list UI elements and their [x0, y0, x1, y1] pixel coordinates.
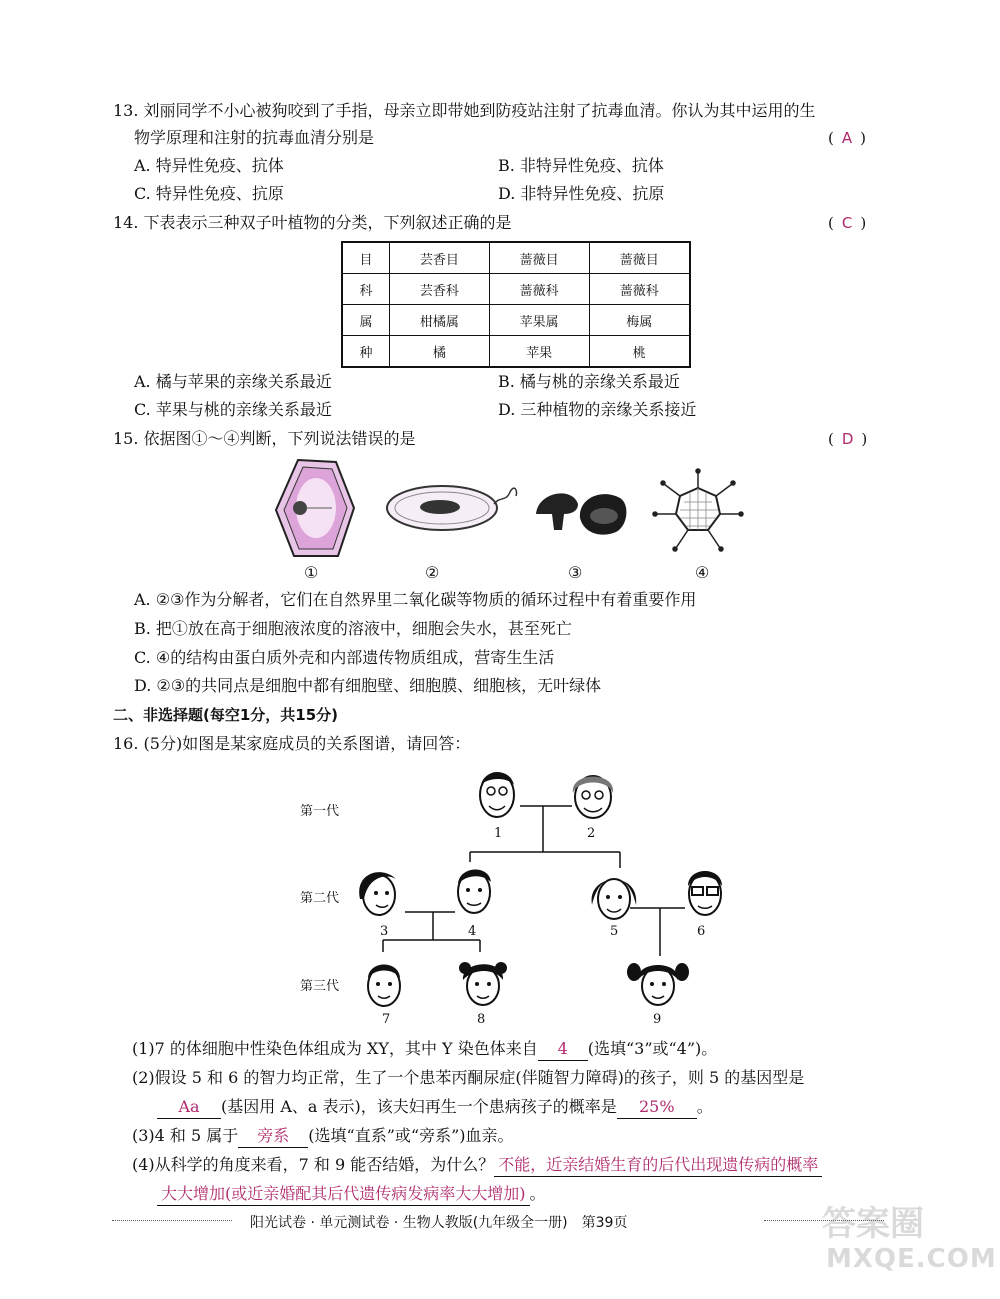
q13-answer: A	[841, 129, 855, 147]
mushroom-figure	[532, 478, 632, 548]
person-7-avatar	[359, 952, 409, 1012]
person-1-avatar	[472, 765, 522, 823]
member-number-9: 9	[653, 1012, 662, 1027]
table-cell: 科	[342, 274, 390, 305]
q15-stem: 15. 依据图①～④判断，下列说法错误的是	[113, 429, 416, 448]
generation-label-1: 第一代	[300, 804, 340, 819]
q16-part4-answer-line1: 不能，近亲结婚生育的后代出现遗传病的概率	[494, 1154, 822, 1177]
member-number-1: 1	[494, 826, 503, 841]
person-6-avatar	[680, 862, 730, 922]
q14-option-c: C. 苹果与桃的亲缘关系最近	[134, 400, 332, 419]
q14-stem: 14. 下表表示三种双子叶植物的分类，下列叙述正确的是	[113, 213, 512, 232]
q15-answer: D	[841, 430, 856, 448]
q16-part4-text: (4)从科学的角度来看，7 和 9 能否结婚，为什么？	[132, 1155, 495, 1174]
q13-answer-paren: ( A )	[828, 129, 868, 147]
person-2-avatar	[566, 765, 620, 823]
q14-answer: C	[841, 214, 855, 232]
table-cell: 苹果	[489, 336, 589, 368]
table-cell: 桃	[589, 336, 690, 368]
person-5-avatar	[586, 865, 642, 925]
member-number-2: 2	[587, 826, 596, 841]
q16-stem: 16. (5分)如图是某家庭成员的关系图谱，请回答：	[113, 734, 471, 753]
member-number-4: 4	[468, 924, 477, 939]
q16-part2-line1: (2)假设 5 和 6 的智力均正常，生了一个患苯丙酮尿症(伴随智力障碍)的孩子，则 5 的基因型是	[132, 1068, 805, 1087]
q16-part1-answer: 4	[538, 1038, 588, 1061]
q14-option-d: D. 三种植物的亲缘关系接近	[498, 400, 697, 419]
q14-option-a: A. 橘与苹果的亲缘关系最近	[134, 372, 332, 391]
q16-part3-suffix: (选填“直系”或“旁系”)血亲。	[308, 1126, 514, 1145]
table-cell: 种	[342, 336, 390, 368]
bacterium-figure	[380, 478, 520, 538]
q16-part2-line2	[157, 1096, 713, 1119]
q13-stem-line2: 物学原理和注射的抗毒血清分别是	[134, 128, 375, 147]
person-9-avatar	[626, 950, 690, 1012]
q16-part4-line1	[132, 1154, 822, 1177]
member-number-3: 3	[380, 924, 389, 939]
table-cell: 蔷薇科	[589, 274, 690, 305]
table-cell: 梅属	[589, 305, 690, 336]
member-number-8: 8	[477, 1012, 486, 1027]
member-number-6: 6	[697, 924, 706, 939]
q16-part3	[132, 1125, 514, 1148]
q15-answer-paren: ( D )	[828, 430, 870, 448]
virus-figure	[648, 466, 748, 556]
q16-part4-answer-line2: 大大增加(或近亲婚配其后代遗传病发病率大大增加)	[157, 1183, 530, 1206]
q13-option-b: B. 非特异性免疫、抗体	[498, 156, 664, 175]
table-cell: 蔷薇科	[489, 274, 589, 305]
member-number-5: 5	[610, 924, 619, 939]
q16-part2-answer-probability: 25%	[617, 1096, 697, 1119]
table-cell: 目	[342, 242, 390, 274]
q16-part1-text: (1)7 的体细胞中性染色体组成为 XY，其中 Y 染色体来自	[132, 1039, 538, 1058]
q16-part3-text: (3)4 和 5 属于	[132, 1126, 239, 1145]
table-cell: 蔷薇目	[489, 242, 589, 274]
q15-option-a: A. ②③作为分解者，它们在自然界里二氧化碳等物质的循环过程中有着重要作用	[134, 590, 697, 609]
plant-cell-figure	[270, 456, 360, 561]
q16-part1-suffix: (选填“3”或“4”)。	[587, 1039, 718, 1058]
q13-stem-line1: 13. 刘丽同学不小心被狗咬到了手指，母亲立即带她到防疫站注射了抗毒血清。你认为其中运用的生	[113, 101, 816, 120]
table-cell: 芸香科	[390, 274, 490, 305]
q16-part1	[132, 1038, 717, 1061]
table-row	[342, 242, 690, 274]
q13-option-c: C. 特异性免疫、抗原	[134, 184, 284, 203]
table-row	[342, 336, 690, 368]
figure-label-2: ②	[425, 563, 440, 582]
q13-option-d: D. 非特异性免疫、抗原	[498, 184, 665, 203]
q16-part3-answer: 旁系	[238, 1125, 308, 1148]
figure-label-4: ④	[695, 563, 710, 582]
table-cell: 蔷薇目	[589, 242, 690, 274]
q14-answer-paren: ( C )	[828, 214, 869, 232]
table-cell: 苹果属	[489, 305, 589, 336]
person-8-avatar	[455, 950, 511, 1012]
section-heading: 二、非选择题(每空1分，共15分)	[113, 706, 339, 724]
q14-option-b: B. 橘与桃的亲缘关系最近	[498, 372, 680, 391]
table-row	[342, 305, 690, 336]
table-cell: 属	[342, 305, 390, 336]
table-cell: 橘	[390, 336, 490, 368]
q16-part2-answer-genotype: Aa	[157, 1096, 221, 1119]
footer-text: 阳光试卷 · 单元测试卷 · 生物人教版(九年级全一册) 第39页	[250, 1215, 628, 1231]
q16-part2-end: 。	[696, 1097, 713, 1116]
table-row	[342, 274, 690, 305]
watermark-url: MXQE.COM	[826, 1244, 997, 1274]
q15-option-c: C. ④的结构由蛋白质外壳和内部遗传物质组成，营寄生生活	[134, 648, 555, 667]
q16-part4-end: 。	[529, 1184, 546, 1203]
q15-option-d: D. ②③的共同点是细胞中都有细胞壁、细胞膜、细胞核，无叶绿体	[134, 676, 602, 695]
figure-label-3: ③	[568, 563, 583, 582]
watermark-logo: 答案圈	[822, 1204, 924, 1244]
person-3-avatar	[352, 863, 404, 921]
member-number-7: 7	[382, 1012, 391, 1027]
q16-part2-mid: (基因用 A、a 表示)，该夫妇再生一个患病孩子的概率是	[221, 1097, 617, 1116]
generation-label-2: 第二代	[300, 891, 340, 906]
q13-option-a: A. 特异性免疫、抗体	[134, 156, 284, 175]
table-cell: 柑橘属	[390, 305, 490, 336]
generation-label-3: 第三代	[300, 979, 340, 994]
table-cell: 芸香目	[390, 242, 490, 274]
person-4-avatar	[449, 860, 499, 920]
footer-divider-left	[112, 1220, 232, 1221]
q15-option-b: B. 把①放在高于细胞液浓度的溶液中，细胞会失水，甚至死亡	[134, 619, 572, 638]
q16-part4-line2	[157, 1183, 546, 1206]
figure-label-1: ①	[304, 563, 319, 582]
classification-table	[341, 241, 691, 368]
